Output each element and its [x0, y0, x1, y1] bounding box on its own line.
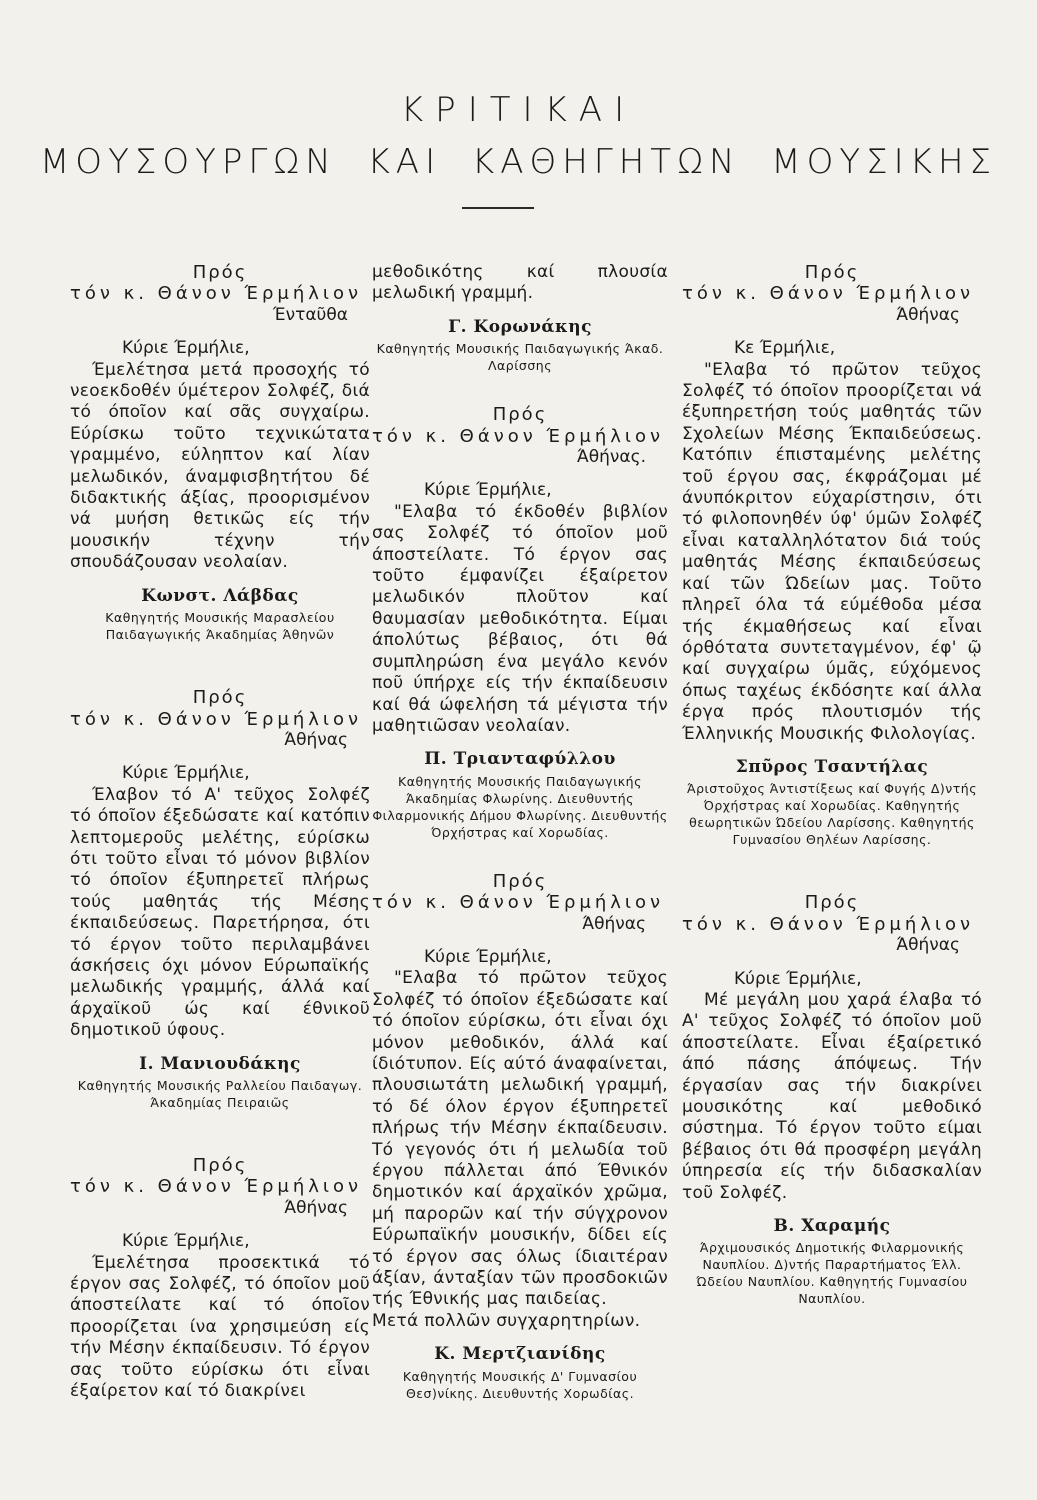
letter-pros: Πρός: [192, 262, 248, 283]
letter-body: "Ελαβα τό πρῶτον τεῦχος Σολφέζ τό όποῖον έξεδώσατε καί τό όποῖον εύρίσκω, ότι εἶναι όχι μόνον μεθοδικόν, άλλά καί ίδιότυπον. Είς αύτό άναφαίνεται, πλουσιωτάτη μελωδική γραμμή, τό δέ όλον έργον έξυπηρετεῖ πλήρως τήν Μέσην έκπαίδευσιν. Τό γεγονός ότι ή μελωδία τοῦ έργου πάλλεται άπό Έθνικόν δημοτικόν καί άρχαϊκόν χρῶμα, μή παρορῶν καί τήν σύγχρονον Εύρωπαϊκήν μουσικήν, δίδει είς τό έργον σας όλως ίδιαιτέραν άξίαν, άνταξίαν τῶν προσδοκιῶν τής Έθνικής μας παιδείας.: [372, 968, 668, 1310]
column-left: [70, 262, 370, 1402]
column-right: [682, 262, 982, 1307]
letter-pros: Πρός: [492, 404, 548, 426]
letter-koronakis-start: [70, 1155, 370, 1402]
letter-triantafyllou: [372, 404, 668, 841]
letter-affiliation: Καθηγητής Μουσικής Παιδαγωγικής Άκαδ. Λαρίσσης: [376, 341, 664, 374]
letter-pros: Πρός: [804, 892, 860, 914]
letter-body: Έμελέτησα προσεκτικά τό έργον σας Σολφέζ, τό όποῖον μοῦ άποστείλατε καί τό όποῖον προορίζεται ίνα χρησιμεύση είς τήν Μέσην έκπαίδευσιν. Τό έργον σας τοῦτο εύρίσκω ότι εἶναι έξαίρετον καί τό διακρίνει: [70, 1252, 370, 1402]
letter-city: Άθήνας: [284, 1197, 348, 1218]
page-title: ΚΡΙΤΙΚΑΙ: [400, 90, 637, 130]
letter-recipient: τόν κ. Θάνον Έρμήλιον: [682, 913, 975, 935]
letter-salutation: Κύριε Έρμήλιε,: [122, 338, 250, 359]
letter-signature: Β. Χαραμής: [773, 1216, 891, 1237]
letter-recipient: τόν κ. Θάνον Έρμήλιον: [682, 283, 975, 305]
letter-pros: Πρός: [192, 1155, 248, 1176]
letter-pros: Πρός: [804, 262, 860, 283]
letter-city: Άθήνας: [896, 304, 960, 325]
column-middle: [372, 262, 668, 1402]
letter-salutation: Κύριε Έρμήλιε,: [424, 480, 552, 501]
letter-mertzianidis: [372, 871, 668, 1402]
letter-recipient: τόν κ. Θάνον Έρμήλιον: [372, 425, 665, 447]
letter-body: Έμελέτησα μετά προσοχής τό νεοεκδοθέν ύμέτερον Σολφέζ, διά τό όποῖον καί σᾶς συγχαίρω. Εύρίσκω τοῦτο τεχνικώτατα γραμμένο, εύληπτον καί λίαν μελωδικόν, άναμφισβητήτου δέ διδακτικής άξίας, προορισμένον νά μυήση θετικῶς είς τήν μουσικήν τέχνην τήν σπουδάζουσαν νεολαίαν.: [70, 359, 370, 573]
letter-salutation: Κύριε Έρμήλιε,: [122, 763, 250, 784]
letter-signature: Ι. Μανιουδάκης: [139, 1053, 301, 1074]
letter-signature: Σπῦρος Τσαντήλας: [735, 756, 929, 777]
letter-pros: Πρός: [192, 687, 248, 709]
letter-city: Άθήνας: [284, 729, 348, 750]
letter-tsantilas: [682, 262, 982, 848]
letter-signature: Γ. Κορωνάκης: [448, 316, 592, 337]
letter-lavdas: [70, 262, 370, 643]
letter-body: "Ελαβα τό πρῶτον τεῦχος Σολφέζ τό όποῖον προορίζεται νά έξυπηρετήση τούς μαθητάς τῶν Σχολείων Μέσης Έκπαιδεύσεως. Κατόπιν έπισταμένης μελέτης τοῦ έργου σας, έκφράζομαι μέ άνυπόκριτον εύχαρίστησιν, ότι τό φιλοπονηθέν ύφ' ύμῶν Σολφέζ εἶναι καταλληλότατον διά τούς μαθητάς Μέσης έκπαιδεύσεως καί τῶν Ώδείων μας. Τοῦτο πληρεῖ όλα τά εύμέθοδα μέσα τής έκμαθήσεως καί εἶναι όρθότατα συντεταγμένον, έφ' ῷ καί συγχαίρω ύμᾶς, εύχόμενος όπως ταχέως έκδόσητε καί άλλα έργα πρός πλουτισμόν τής Έλληνικής Μουσικής Φιλολογίας.: [682, 359, 982, 744]
letter-signature: Κ. Μερτζιανίδης: [434, 1344, 606, 1365]
letter-maniudakis: [70, 687, 370, 1111]
letter-affiliation: Καθηγητής Μουσικής Δ' Γυμνασίου Θεσ)νίκης. Διευθυντής Χορωδίας.: [402, 1368, 638, 1401]
letter-body: Μέ μεγάλη μου χαρά έλαβα τό Α' τεῦχος Σολφέζ τό όποῖον μοῦ άποστείλατε. Εἶναι έξαίρετικό άπό πάσης άπόψεως. Τήν έργασίαν σας τήν διακρίνει μουσικότης καί μεθοδικό σύστημα. Τό έργον τοῦτο είμαι βέβαιος ότι θά προσφέρη μεγάλη ύπηρεσία είς τήν διδασκαλίαν τοῦ Σολφέζ.: [682, 989, 982, 1203]
letter-recipient: τόν κ. Θάνον Έρμήλιον: [70, 1176, 363, 1198]
letter-closing: Μετά πολλῶν συγχαρητηρίων.: [372, 1310, 641, 1331]
letter-recipient: τόν κ. Θάνον Έρμήλιον: [70, 283, 363, 305]
letter-city: Ένταῦθα: [272, 304, 348, 325]
page-subtitle: ΜΟΥΣΟΥΡΓΩΝ ΚΑΙ ΚΑΘΗΓΗΤΩΝ ΜΟΥΣΙΚΗΣ: [39, 142, 998, 182]
letter-recipient: τόν κ. Θάνον Έρμήλιον: [372, 892, 665, 914]
letter-body: "Ελαβα τό έκδοθέν βιβλίον σας Σολφέζ τό όποῖον μοῦ άποστείλατε. Τό έργον σας τοῦτο έμφανίζει έξαίρετον μελωδικόν πλοῦτον καί θαυμασίαν μεθοδικότητα. Είμαι άπολύτως βέβαιος, ότι θά συμπληρώση ένα μεγάλο κενόν ποῦ ύπήρχε είς τήν έκπαίδευσιν καί θά ώφελήση τά μέγιστα τήν μαθητιῶσαν νεολαίαν.: [372, 501, 668, 736]
letter-salutation: Κύριε Έρμήλιε,: [424, 946, 552, 967]
letter-body-continued: μεθοδικότης καί πλουσία μελωδική γραμμή.: [372, 262, 668, 304]
letter-city: Άθήνας.: [576, 447, 646, 468]
letter-city: Άθήνας: [896, 935, 960, 956]
letter-body: Έλαβον τό Α' τεῦχος Σολφέζ τό όποῖον έξεδώσατε καί κατόπιν λεπτομεροῦς μελέτης, εύρίσκω ότι τοῦτο εἶναι τό μόνον βιβλίον τό όποῖον έξυπηρετεῖ πλήρως τούς μαθητάς τής Μέσης έκπαιδεύσεως. Παρετήρησα, ότι τό έργον τοῦτο περιλαμβάνει άσκήσεις όχι μόνον Εύρωπαϊκής μελωδικής γραμμής, άλλά καί άρχαϊκοῦ ώς καί έθνικοῦ δημοτικοῦ ύφους.: [70, 784, 370, 1041]
letter-salutation: Κύριε Έρμήλιε,: [734, 968, 862, 989]
letter-koronakis-end: [372, 262, 668, 374]
letter-signature: Π. Τριανταφύλλου: [424, 749, 616, 770]
letter-signature: Κωνστ. Λάβδας: [141, 585, 299, 606]
letter-city: Άθήνας: [582, 913, 646, 934]
letter-recipient: τόν κ. Θάνον Έρμήλιον: [70, 708, 363, 730]
letter-salutation: Κε Έρμήλιε,: [734, 338, 836, 359]
title-divider: [462, 207, 534, 209]
letter-affiliation: Καθηγητής Μουσικής Παιδαγωγικής Άκαδημίας Φλωρίνης. Διευθυντής Φιλαρμονικής Δήμου Φλωρίνης. Διευθυντής Όρχήστρας καί Χορωδίας.: [372, 773, 668, 840]
letter-charamis: [682, 892, 982, 1307]
letter-pros: Πρός: [492, 870, 548, 892]
letter-affiliation: Άριστοῦχος Άντιστίξεως καί Φυγής Δ)ντής Όρχήστρας καί Χορωδίας. Καθηγητής θεωρητικῶν Ώδείου Λαρίσσης. Καθηγητής Γυμνασίου Θηλέων Λαρίσσης.: [686, 781, 978, 848]
letter-affiliation: Καθηγητής Μουσικής Μαρασλείου Παιδαγωγικής Άκαδημίας Άθηνῶν: [105, 610, 335, 643]
letter-affiliation: Άρχιμουσικός Δημοτικής Φιλαρμονικής Ναυπλίου. Δ)ντής Παραρτήματος Έλλ. Ώδείου Ναυπλίου. Καθηγητής Γυμνασίου Ναυπλίου.: [696, 1240, 968, 1307]
letter-affiliation: Καθηγητής Μουσικής Ραλλείου Παιδαγωγ. Άκαδημίας Πειραιῶς: [77, 1078, 363, 1110]
letter-salutation: Κύριε Έρμήλιε,: [122, 1231, 250, 1252]
